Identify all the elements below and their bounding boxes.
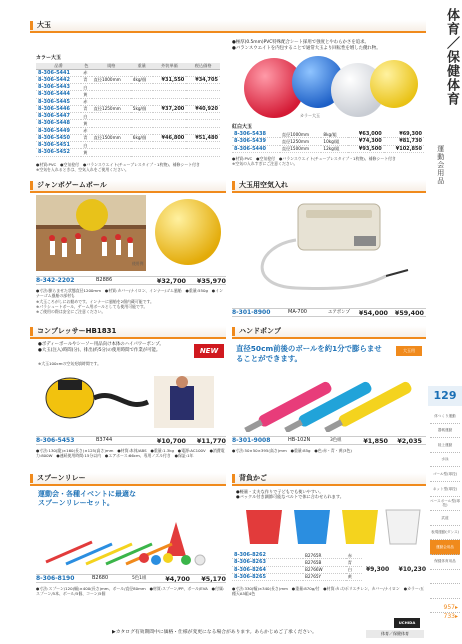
color: 黄 <box>81 149 91 156</box>
weight: 4kg/個 <box>131 76 153 83</box>
price: ¥4,700 <box>165 574 190 583</box>
color: 赤 <box>81 127 91 134</box>
new-badge: NEW <box>194 344 224 358</box>
size: 直径1000mm <box>280 131 322 138</box>
table-row <box>36 69 220 76</box>
air-pump-product-row <box>232 308 426 317</box>
price: ¥10,700 <box>156 436 186 445</box>
color: 黄 <box>346 573 362 580</box>
price-with-tax: ¥5,170 <box>201 574 226 583</box>
table-row <box>36 84 220 91</box>
price: ¥32,700 <box>156 276 186 285</box>
weight: 5kg/個 <box>131 105 153 112</box>
price <box>153 142 187 149</box>
size <box>92 98 131 105</box>
color-balls-image <box>236 54 422 120</box>
price-with-tax <box>186 149 220 156</box>
red-white-note: ●材質:PVC ●空気栓付 ●バランスウエイト(チューブレスタイプ・1枚物)、補修シート付き ※空気の入れすぎにご注意ください。 <box>232 156 396 167</box>
weight <box>131 69 153 76</box>
weight <box>131 91 153 98</box>
product-code: 8-306-5446 <box>36 105 81 112</box>
spec: 5色1組 <box>132 575 147 581</box>
size: 直径1250mm <box>92 105 131 112</box>
color-ball-title: カラー大玉 <box>36 55 62 61</box>
price <box>153 120 187 127</box>
model-number: B2766W <box>303 566 346 573</box>
color: 白 <box>346 566 362 573</box>
bullet: ●軽量・丈夫な作りで子どもでも使いやすい。 <box>236 489 324 494</box>
product-code: 8-306-5453 <box>36 436 75 444</box>
air-pump-image <box>236 196 424 304</box>
table-row <box>232 552 362 559</box>
product-code: 8-342-2202 <box>36 276 75 284</box>
table-row <box>36 120 220 127</box>
price <box>153 149 187 156</box>
spec: エアポンプ <box>328 309 350 315</box>
section-rule <box>232 337 426 339</box>
size <box>92 120 131 127</box>
size: 直径1000mm <box>92 76 131 83</box>
price: ¥63,000 <box>348 131 384 138</box>
price-with-tax: ¥34,705 <box>186 76 220 83</box>
price <box>153 98 187 105</box>
section-rule <box>30 191 226 193</box>
price: ¥1,850 <box>363 436 388 445</box>
price-with-tax: ¥51,480 <box>186 134 220 141</box>
color: 青 <box>81 105 91 112</box>
section-rule <box>30 337 226 339</box>
product-code: 8-306-5450 <box>36 134 81 141</box>
size: 直径1500mm <box>92 134 131 141</box>
table-row <box>36 91 220 98</box>
color: 黄 <box>81 91 91 98</box>
section-title-backpack-basket: 背負かご <box>232 473 426 484</box>
product-code: 8-306-8190 <box>36 574 75 582</box>
table-row <box>36 98 220 105</box>
weight <box>131 120 153 127</box>
product-code: 8-306-5443 <box>36 84 81 91</box>
color-ball-table <box>36 63 220 157</box>
product-code: 8-306-5448 <box>36 120 81 127</box>
size <box>92 84 131 91</box>
model-number: MA-700 <box>288 309 307 316</box>
weight: 10kg/組 <box>321 138 348 145</box>
side-nav-item[interactable]: 武道 <box>430 511 460 526</box>
side-category-title: 体育／保健体育 <box>444 8 459 106</box>
bullet: ●大玉(注入)時間(分)、排出(約5分)の使用時間で作業が可能。 <box>38 347 161 353</box>
price: ¥9,300 <box>366 566 390 573</box>
product-code: 8-306-5439 <box>232 138 280 145</box>
red-white-title: 紅白大玉 <box>232 124 253 130</box>
basket-prices <box>366 566 426 574</box>
side-nav-item[interactable]: 表現運動(ダンス) <box>430 526 460 541</box>
price-with-tax <box>186 98 220 105</box>
side-subcategory: 運動会用品 <box>436 145 445 185</box>
page-footer <box>0 620 428 644</box>
jumbo-product-row <box>36 276 226 285</box>
model-number: B2765Y <box>303 573 346 580</box>
product-code: 8-306-5451 <box>36 142 81 149</box>
model-number: B2886 <box>96 277 113 284</box>
weight <box>131 149 153 156</box>
table-row <box>232 566 362 573</box>
size <box>92 113 131 120</box>
table-row <box>36 149 220 156</box>
compressor-image <box>36 368 226 432</box>
spoon-relay-image <box>36 518 226 568</box>
price <box>153 113 187 120</box>
size: 直径1250mm <box>280 138 322 145</box>
model-number: B3744 <box>96 437 113 444</box>
product-code: 8-306-5452 <box>36 149 81 156</box>
section-rule <box>30 484 226 486</box>
color: 白 <box>81 113 91 120</box>
price: ¥31,550 <box>153 76 187 83</box>
product-code: 8-301-8900 <box>232 308 271 316</box>
section-title-air-pump: 大玉用空気入れ <box>232 180 426 191</box>
product-code: 8-306-8264 <box>232 566 303 573</box>
jumbo-ball-image <box>150 196 224 268</box>
model-number: HB-102N <box>288 437 311 444</box>
price-with-tax <box>186 120 220 127</box>
price-with-tax: ¥81,730 <box>384 138 424 145</box>
usage-tag: 大玉用 <box>396 346 422 356</box>
side-nav-item[interactable] <box>430 570 460 585</box>
spoon-relay-headline: 運動会・各種イベントに最適なスプーンリレーセット。 <box>38 490 136 508</box>
compressor-product-row <box>36 436 226 445</box>
weight <box>131 84 153 91</box>
weight <box>131 142 153 149</box>
color: 青 <box>346 559 362 566</box>
section-rule <box>232 484 426 486</box>
col-header: 外装単価 <box>153 63 187 69</box>
price-with-tax <box>186 69 220 76</box>
price-with-tax: ¥35,970 <box>196 276 226 285</box>
table-row <box>232 138 424 145</box>
price-with-tax: ¥10,230 <box>398 566 426 573</box>
color: 黄 <box>81 120 91 127</box>
price <box>153 91 187 98</box>
bullet: ●バックル付き調節可能なベルトで体に合わせられます。 <box>236 494 344 500</box>
size <box>92 69 131 76</box>
product-code: 8-306-5444 <box>36 91 81 98</box>
size <box>92 149 131 156</box>
side-nav <box>430 409 460 613</box>
table-row <box>36 76 220 83</box>
basket-bullets <box>236 489 426 500</box>
table-row <box>36 113 220 120</box>
basket-note: ●寸法:330(幅)×340(長さ)mm ●重量:870g/付 ●材質:カゴ/ポリエチレン、カバー/ナイロン ●カラー:五種天A5組4色 <box>232 586 424 597</box>
table-row <box>36 105 220 112</box>
bullet: ●極厚(0.5mm)PVC特殊配合シート採用で強度とやわらかさを追求。 <box>232 40 369 45</box>
table-row <box>36 127 220 134</box>
color-ball-note: ●材質:PVC ●空気栓付 ●バランスウエイト(チューブレスタイプ・1枚物)、補修シート付き ※空気を入れるときは、空気入れをご使用ください。 <box>36 162 200 173</box>
product-code: 8-306-8263 <box>232 559 303 566</box>
jumbo-note: ●寸法:膨らませた状態直径1200mm ●材質:カバー/ナイロン、インナー/ゴム風船 ●重量:550g ●インナーゴム風船の部材も ※大玉ころがしにお勧めです。インナーに風船を2個内蔵可能です。 ※パラシュートボール、ゲーム用ボールとしても使用可能です。 ※ご使用の際は安全にご注意ください。 <box>36 288 223 315</box>
section-rule <box>30 31 426 33</box>
col-header: 品番 <box>36 63 81 69</box>
price-with-tax <box>186 84 220 91</box>
side-nav-item[interactable]: ネット型(球技) <box>430 482 460 497</box>
model-number: B2765R <box>303 552 346 559</box>
compressor-note: ●寸法:130(縦)×160(長さ)×125(高さ)mm ●材質:本体/ABS ●重量:1.3kg ●電源:AC100V ●消費電力:800W ●連続使用時間:15分以内 ●エアホース:66cm、専用ノズル付き ●保証:1年 <box>36 448 225 459</box>
hand-pump-headline: 直径50cm前後のボールを約1分で膨らませることができます。 <box>236 344 382 363</box>
compressor-subnote: ※大玉100cmの空気充填時間です。 <box>38 361 101 366</box>
table-row <box>36 134 220 141</box>
price: ¥46,800 <box>153 134 187 141</box>
price-with-tax: ¥2,035 <box>397 436 422 445</box>
price: ¥93,500 <box>348 145 384 152</box>
color: 白 <box>81 142 91 149</box>
section-title-odama: 大玉 <box>30 20 426 31</box>
jumbo-usage-photo <box>36 195 146 271</box>
color: 赤 <box>81 98 91 105</box>
model-number: B2765B <box>303 559 346 566</box>
price-with-tax: ¥11,770 <box>196 436 226 445</box>
spoon-relay-note: ●寸法:スプーン/120(幅)×400(長さ)mm、ボール/直径80mm ●材質:スプーン/PP、ボール/EVA ●付属:スプーン/5本、ボール/5個、コーン/5個 <box>36 586 225 597</box>
color: 白 <box>81 84 91 91</box>
side-nav-item[interactable]: ゴール型(球技) <box>430 467 460 482</box>
side-nav-item-active[interactable]: 運動会用品 <box>430 540 460 555</box>
col-header: 色 <box>81 63 91 69</box>
image-caption: 使用例 <box>132 261 144 266</box>
bullet: ●バランスウエイトを内包することで通常大玉より回転性を増した優れ物。 <box>232 45 381 51</box>
page-ref[interactable]: 733▸ <box>443 613 458 620</box>
product-code: 8-306-5449 <box>36 127 81 134</box>
side-nav-item[interactable]: 陸上運動 <box>430 438 460 453</box>
price-with-tax <box>186 113 220 120</box>
price-with-tax: ¥102,850 <box>384 145 424 152</box>
col-header: 規格 <box>92 63 131 69</box>
section-title-hand-pump: ハンドポンプ <box>232 326 426 337</box>
side-nav-item[interactable]: 器械運動 <box>430 424 460 439</box>
table-row <box>232 131 424 138</box>
section-title-spoon-relay: スプーンリレー <box>30 473 226 484</box>
price-with-tax <box>186 142 220 149</box>
side-nav-item[interactable]: ベースボール型(球技) <box>430 497 460 512</box>
product-code: 8-306-5447 <box>36 113 81 120</box>
weight: 6kg/個 <box>131 134 153 141</box>
side-nav-item[interactable]: 水泳 <box>430 453 460 468</box>
section-title-jumbo: ジャンボゲームボール <box>30 180 226 191</box>
table-row <box>232 559 362 566</box>
color: 青 <box>81 76 91 83</box>
spoon-relay-product-row <box>36 574 226 583</box>
basket-table <box>232 552 362 581</box>
product-code: 8-306-8262 <box>232 552 303 559</box>
hand-pump-product-row <box>232 436 426 445</box>
price <box>153 84 187 91</box>
price: ¥37,200 <box>153 105 187 112</box>
color: 赤 <box>81 69 91 76</box>
price: ¥54,000 <box>358 308 388 317</box>
product-code: 8-306-5438 <box>232 131 280 138</box>
section-title-compressor: コンプレッサーHB1831 <box>30 326 226 337</box>
product-code: 8-306-5441 <box>36 69 81 76</box>
table-row <box>232 573 362 580</box>
brand-logo: UCHIDA <box>394 618 420 628</box>
product-code: 8-306-8265 <box>232 573 303 580</box>
yellow-ball <box>370 60 418 108</box>
price-with-tax <box>186 91 220 98</box>
basket-image <box>236 502 424 548</box>
price: ¥74,300 <box>348 138 384 145</box>
image-caption: カラー大玉 <box>300 113 320 118</box>
footer-category-label: 体育／保健体育 <box>366 630 424 638</box>
table-row <box>232 145 424 152</box>
hand-pump-note: ●寸法:50×50×395(高さ)mm ●重量:85g ●色:赤・青・黄(3色) <box>232 448 352 453</box>
red-white-table <box>232 131 424 153</box>
product-code: 8-301-9008 <box>232 436 271 444</box>
weight <box>131 113 153 120</box>
weight <box>131 127 153 134</box>
product-code: 8-306-5445 <box>36 98 81 105</box>
size: 直径1500mm <box>280 145 322 152</box>
size <box>92 91 131 98</box>
side-nav-item[interactable]: 体つくり運動 <box>430 409 460 424</box>
col-header: 税込価格 <box>186 63 220 69</box>
size <box>92 142 131 149</box>
product-code: 8-306-5440 <box>232 145 280 152</box>
bullet: ●ボディーボールやシーソー用品向け本体のハイパワーポンプ。 <box>38 342 164 347</box>
odama-bullets <box>232 40 422 51</box>
footer-disclaimer: ▶カタログ有効期間中に価格・仕様が変更になる場合があります。あらかじめご了承ください。 <box>112 630 317 635</box>
page-ref[interactable]: 957▸ <box>443 604 458 611</box>
side-nav-item[interactable] <box>430 584 460 599</box>
price-with-tax: ¥69,300 <box>384 131 424 138</box>
model-number: B2680 <box>92 575 109 582</box>
price-with-tax: ¥40,920 <box>186 105 220 112</box>
col-header: 重量 <box>131 63 153 69</box>
size <box>92 127 131 134</box>
hand-pump-image <box>236 366 424 432</box>
side-nav-item[interactable]: 保健体育用品 <box>430 555 460 570</box>
price-with-tax: ¥59,400 <box>394 308 424 317</box>
price-with-tax <box>186 127 220 134</box>
price <box>153 127 187 134</box>
weight: 12kg/組 <box>321 145 348 152</box>
section-rule <box>232 191 426 193</box>
weight <box>131 98 153 105</box>
price <box>153 69 187 76</box>
color: 青 <box>81 134 91 141</box>
weight: 8kg/組 <box>321 131 348 138</box>
spec: 3色組 <box>330 437 342 443</box>
color: 赤 <box>346 552 362 559</box>
product-code: 8-306-5442 <box>36 76 81 83</box>
page-number: 129 <box>428 386 462 406</box>
table-row <box>36 142 220 149</box>
